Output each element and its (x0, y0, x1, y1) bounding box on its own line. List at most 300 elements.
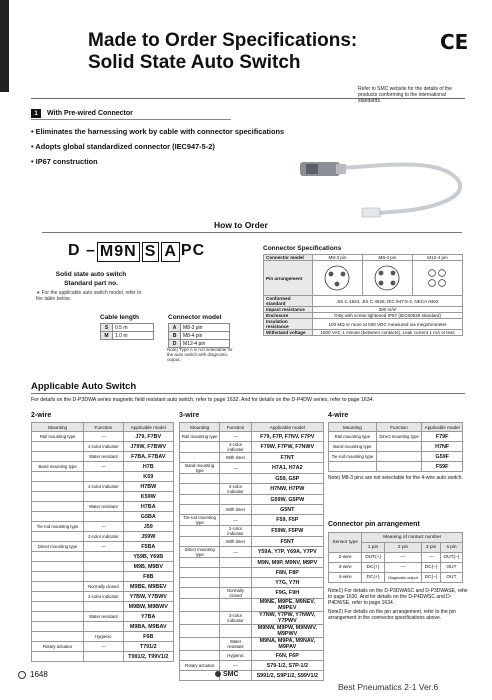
mounting-cell (32, 512, 84, 522)
function-cell (220, 578, 251, 588)
model-cell: H7NW, H7PW (251, 484, 323, 495)
table-row (180, 625, 324, 638)
function-cell (220, 495, 251, 505)
model-cell: M9NW, M9PW, M9NWV, M9PWV (251, 625, 323, 638)
model-cell: F59F (422, 462, 463, 472)
mounting-cell: Tie-rod mounting type (180, 515, 220, 526)
model-cell: G59F (422, 452, 463, 462)
model-suffix: PC (180, 242, 206, 259)
function-cell (220, 568, 251, 578)
cell: OUT (440, 563, 462, 573)
function-cell: — (220, 463, 251, 474)
cell: DC(+) (362, 573, 384, 583)
code-cell: M (101, 332, 113, 340)
function-cell (84, 652, 123, 662)
mounting-cell: Tie-rod mounting type (329, 452, 377, 462)
four-wire-title: 4-wire (328, 412, 349, 419)
model-cell: M9BE, M9BEV (123, 582, 174, 592)
solid-state-line2: Standard part no. (64, 280, 118, 287)
column-header: Function (220, 423, 251, 432)
value-cell: 1.0 m (113, 332, 154, 340)
model-cell: G59W, G5PW (251, 495, 323, 505)
mounting-cell (32, 572, 84, 582)
function-cell: — (84, 642, 123, 652)
table-row (180, 638, 324, 651)
mounting-cell (180, 474, 220, 484)
two-wire-table (31, 422, 174, 662)
pin-arrangement-title: Connector pin arrangement (328, 521, 420, 528)
table-row (329, 563, 463, 573)
function-cell (84, 552, 123, 562)
column-header: Applicable model (123, 423, 174, 432)
smc-logo (215, 671, 239, 678)
spec-label: Impact resistance (264, 307, 313, 313)
model-number (68, 242, 205, 262)
model-cell: S991/2, S9P1/2, S99V1/2 (251, 671, 323, 681)
mounting-cell (180, 484, 220, 495)
model-cell: K59W (123, 492, 174, 502)
mounting-cell (180, 578, 220, 588)
header-cell: 1 pin (362, 543, 384, 553)
connector-model-table (168, 323, 230, 348)
smc-logo-icon (215, 671, 221, 677)
mounting-cell (32, 612, 84, 622)
header-cell: Sensor type (329, 533, 362, 553)
mounting-cell (180, 568, 220, 578)
connector-model-note: Note) Type A is not selectable for the auto switch with diagnostic output. (167, 347, 233, 363)
function-cell: 2-color indicator (220, 526, 251, 537)
header-cell: M8-3 pin (313, 255, 363, 261)
feature-list (31, 124, 284, 169)
model-cell: H7BA (123, 502, 174, 512)
section-number: 1 (31, 109, 41, 118)
model-connector-code: A (161, 242, 180, 262)
footer-edition: Best Pneumatics 2-1 Ver.6 (338, 682, 439, 692)
code-cell: S (101, 324, 113, 332)
model-cable-code: S (142, 242, 160, 262)
model-cell: G5BA (123, 512, 174, 522)
model-cell: J59W (123, 532, 174, 542)
model-cell: J59 (123, 522, 174, 532)
model-cell: G59, G5P (251, 474, 323, 484)
spec-value: 100 MΩ or more at 500 VDC measured via megohmmeter (313, 319, 463, 330)
solid-state-label (36, 270, 146, 288)
function-cell: With timer (220, 505, 251, 515)
table-header-row (32, 423, 174, 432)
table-row (264, 319, 463, 330)
table-row (329, 462, 463, 472)
function-cell (84, 562, 123, 572)
table-row (32, 462, 174, 472)
value-cell: M8-4 pin (181, 332, 230, 340)
table-row (264, 261, 463, 296)
note-item: Note1) For details on the D-P3DWASC and D-P3DWASE, refer to page 1630. And for details on the D-P4DWSC and D-P4DWSE, refer to page 1634. (328, 588, 468, 607)
function-cell: — (220, 432, 251, 442)
table-row (32, 452, 174, 462)
function-cell: Hygienic (84, 632, 123, 642)
cell: OUT (440, 573, 462, 583)
model-cell: S79-1/2, S7P-1/2 (251, 661, 323, 671)
connector-pin-icon (370, 263, 404, 293)
cell: DC(–) (422, 573, 440, 583)
mounting-cell (180, 625, 220, 638)
applicable-divider (31, 393, 465, 394)
mounting-cell (32, 652, 84, 662)
pin-diagram-m8-3 (313, 261, 363, 296)
function-cell (376, 462, 421, 472)
table-row (32, 502, 174, 512)
mounting-cell (180, 588, 220, 599)
title-line-1: Made to Order Specifications: (88, 30, 358, 51)
value-cell: M8-3 pin (181, 324, 230, 332)
pin-arrangement-table (328, 532, 463, 583)
model-cell: Y59A, Y7P, Y69A, Y7PV (251, 547, 323, 558)
model-cell: Y7G, Y7H (251, 578, 323, 588)
table-row (329, 442, 463, 452)
cell: OUT(+) (362, 553, 384, 563)
table-row (180, 547, 324, 558)
mounting-cell: Rotary actuator (32, 642, 84, 652)
table-row (101, 324, 154, 332)
cell: DC(+) (362, 563, 384, 573)
model-cell: H7NF (422, 442, 463, 452)
function-cell: Water resistant (220, 638, 251, 651)
mounting-cell: Rail mounting type (32, 432, 84, 442)
section-underline (31, 119, 231, 120)
mounting-cell (180, 526, 220, 537)
page-title (88, 30, 357, 74)
table-header-row (329, 423, 463, 432)
function-cell: 2-color indicator (84, 592, 123, 602)
header-cell: M12-4 pin (412, 255, 462, 261)
model-cell: F6N, F6P (251, 651, 323, 661)
mounting-cell: Direct mounting type (180, 547, 220, 558)
standards-note: Refer to SMC website for the details of the products conforming to the international standards. (358, 86, 452, 104)
table-row (180, 432, 324, 442)
table-row (264, 296, 463, 307)
cell: — (422, 553, 440, 563)
table-row (180, 558, 324, 568)
function-cell: Hygienic (220, 651, 251, 661)
table-row (180, 661, 324, 671)
three-wire-table (179, 422, 324, 681)
table-row (180, 599, 324, 612)
header-cell: 4 pin (440, 543, 462, 553)
code-cell: D (169, 340, 181, 348)
model-cell: F6B (123, 632, 174, 642)
function-cell: 2-color indicator (220, 484, 251, 495)
model-cell: F8B (123, 572, 174, 582)
column-header: Mounting (180, 423, 220, 432)
function-cell: 2-color indicator (84, 532, 123, 542)
mounting-cell (32, 592, 84, 602)
mounting-cell: Rail mounting type (180, 432, 220, 442)
pin-label-cell: Pin arrangement (264, 261, 313, 296)
mounting-cell (32, 632, 84, 642)
table-row (264, 330, 463, 336)
table-row (32, 522, 174, 532)
note-item: Note2) For details on the pin arrangement, refer to the pin arrangement in the connector specifications above. (328, 608, 456, 621)
table-row (180, 463, 324, 474)
model-cell: F7BA, F7BAV (123, 452, 174, 462)
mounting-cell: Direct mounting type (32, 542, 84, 552)
function-cell: 2-color indicator (84, 482, 123, 492)
how-to-order-heading: How to Order (214, 220, 268, 230)
mounting-cell (180, 537, 220, 547)
function-cell: Water resistant (84, 612, 123, 622)
four-wire-table (328, 422, 463, 472)
function-cell: With timer (220, 537, 251, 547)
function-cell: — (84, 462, 123, 472)
function-cell (220, 474, 251, 484)
spec-value: Only with screw tightened IP67 (IEC60529 standard) (313, 313, 463, 319)
function-cell: 2-color indicator (220, 442, 251, 453)
model-cell: H7B (123, 462, 174, 472)
model-prefix: D – (68, 242, 96, 259)
table-row (32, 622, 174, 632)
table-row (169, 324, 230, 332)
mounting-cell (180, 495, 220, 505)
model-cell: G5NT (251, 505, 323, 515)
mounting-cell (32, 532, 84, 542)
header-cell: Meaning of contact number (362, 533, 463, 543)
cable-length-table (100, 323, 154, 340)
header-cell: 2 pin (384, 543, 422, 553)
feature-item: • Eliminates the harnessing work by cable with connector specifications (31, 127, 285, 136)
model-cell: J79W, F7BWV (123, 442, 174, 452)
table-row (32, 642, 174, 652)
cable-length-title: Cable length (100, 314, 140, 321)
table-row (32, 432, 174, 442)
table-row (32, 472, 174, 482)
table-row (32, 572, 174, 582)
mounting-cell (180, 671, 220, 681)
cell: DC(–) (422, 563, 440, 573)
mounting-cell (32, 622, 84, 632)
table-row (180, 671, 324, 681)
mounting-cell (180, 651, 220, 661)
code-cell: A (169, 324, 181, 332)
pin-diagram-m12-4 (412, 261, 462, 296)
table-row (329, 452, 463, 462)
four-wire-note: Note) M8-3 pins are not selectable for the 4-wire auto switch. (328, 475, 463, 481)
table-row (180, 612, 324, 625)
model-cell: M9B, M9BV (123, 562, 174, 572)
table-row (180, 505, 324, 515)
model-cell: H7BW (123, 482, 174, 492)
table-row (180, 588, 324, 599)
model-cell: K59 (123, 472, 174, 482)
table-row (329, 533, 463, 543)
model-cell: F79F (422, 432, 463, 442)
model-cell: T791/2 (123, 642, 174, 652)
table-row (180, 442, 324, 453)
applicable-note: For details on the D-P3DWA series magnetic field resistant auto switch, refer to page 1632. And for details on the D-P4DW series, refer to page 1634. (31, 397, 374, 403)
column-header: Mounting (329, 423, 377, 432)
model-cell: F5NT (251, 537, 323, 547)
function-cell: Water resistant (84, 502, 123, 512)
connector-pin-icon (320, 263, 354, 293)
table-row (180, 495, 324, 505)
table-row (32, 512, 174, 522)
value-cell: M12-4 pin (181, 340, 230, 348)
page-number: 1648 (30, 670, 48, 679)
model-cell: M9N, M9P, M9NV, M9PV (251, 558, 323, 568)
model-cell: Y59B, Y69B (123, 552, 174, 562)
page-edge-bar (0, 0, 9, 92)
spec-label: Conformed standard (264, 296, 313, 307)
function-cell (220, 625, 251, 638)
mounting-cell (32, 582, 84, 592)
function-cell: Normally closed (84, 582, 123, 592)
table-row (32, 532, 174, 542)
function-cell: — (84, 432, 123, 442)
function-cell: — (220, 547, 251, 558)
mounting-cell (180, 442, 220, 453)
table-row (180, 537, 324, 547)
cell: — (384, 553, 422, 563)
function-cell: — (84, 542, 123, 552)
mounting-cell (32, 482, 84, 492)
model-cell: M9NE, M9PE, M9NEV, M9PEV (251, 599, 323, 612)
mounting-cell (180, 505, 220, 515)
function-cell: — (84, 522, 123, 532)
table-row (180, 484, 324, 495)
pre-wired-connector-image (280, 140, 480, 220)
table-row (32, 652, 174, 662)
function-cell (376, 442, 421, 452)
function-cell: Direct mounting type (376, 432, 421, 442)
model-cell: M9BW, M9BWV (123, 602, 174, 612)
connector-spec-table (263, 254, 463, 336)
mounting-cell (32, 502, 84, 512)
cell: OUT(–) (440, 553, 462, 563)
model-cell: F5BA (123, 542, 174, 552)
model-cell: F79W, F7PW, F7NWV (251, 442, 323, 453)
solid-state-line1: Solid state auto switch (55, 271, 127, 278)
table-row (32, 542, 174, 552)
function-cell (84, 512, 123, 522)
table-row (32, 562, 174, 572)
model-cell: F8N, F8P (251, 568, 323, 578)
connector-spec-title: Connector Specifications (263, 245, 342, 252)
section-heading (31, 109, 133, 118)
table-row (32, 632, 174, 642)
model-switch-code: M9N (97, 242, 140, 262)
connector-pin-icon (420, 263, 454, 293)
spec-label: Enclosure (264, 313, 313, 319)
table-row (32, 612, 174, 622)
column-header: Function (376, 423, 421, 432)
cell: 3-wire (329, 563, 362, 573)
mounting-cell: Band mounting type (329, 442, 377, 452)
function-cell (220, 599, 251, 612)
pin-diagram-m8-4 (362, 261, 412, 296)
header-cell: 3 pin (422, 543, 440, 553)
feature-item: • Adopts global standardized connector (IEC947-5-2) (31, 142, 215, 151)
mounting-cell (32, 602, 84, 612)
mounting-cell (180, 612, 220, 625)
mounting-cell (180, 638, 220, 651)
function-cell: 2-color indicator (84, 442, 123, 452)
model-cell: Y7BA (123, 612, 174, 622)
two-wire-title: 2-wire (31, 412, 52, 419)
table-row (32, 582, 174, 592)
pin-arrangement-notes (328, 588, 468, 621)
spec-value: 1500 VAC 1 minute (between contacts), Leak current 1 mA or less (313, 330, 463, 336)
mounting-cell (32, 492, 84, 502)
table-row (32, 552, 174, 562)
spec-label: Withstand voltage (264, 330, 313, 336)
cell: Diagnostic output (384, 573, 422, 583)
mounting-cell: Band mounting type (180, 463, 220, 474)
page-marker-icon (18, 671, 26, 679)
mounting-cell (180, 558, 220, 568)
solid-state-note: ∗ For the applicable auto switch model, refer to the table below. (36, 290, 142, 302)
mounting-cell (32, 552, 84, 562)
table-row (329, 432, 463, 442)
table-header-row (180, 423, 324, 432)
column-header: Applicable model (251, 423, 323, 432)
model-cell: M9BA, M9BAV (123, 622, 174, 632)
table-row (180, 578, 324, 588)
table-row (32, 482, 174, 492)
table-row (180, 453, 324, 463)
model-cell: J79, F7BV (123, 432, 174, 442)
code-cell: B (169, 332, 181, 340)
spec-value: JIS C 4524, JIS C 4525, IEC 947-5-2, NECA 0402 (313, 296, 463, 307)
table-row (329, 573, 463, 583)
model-cell: F59W, F5PW (251, 526, 323, 537)
model-cell: F59, F5P (251, 515, 323, 526)
brand-text: SMC (223, 671, 239, 678)
spec-value: 300 m/s² (313, 307, 463, 313)
mounting-cell (180, 453, 220, 463)
spec-label: Insulation resistance (264, 319, 313, 330)
function-cell: 2-color indicator (220, 612, 251, 625)
model-cell: F9G, F9H (251, 588, 323, 599)
model-cell: T991/2, T99V1/2 (123, 652, 174, 662)
model-cell: M9NA, M9PA, M9NAV, M9PAV (251, 638, 323, 651)
function-cell: — (220, 661, 251, 671)
function-cell (84, 602, 123, 612)
cell: 4-wire (329, 573, 362, 583)
table-row (101, 332, 154, 340)
model-cell: Y7BW, Y7BWV (123, 592, 174, 602)
table-row (180, 474, 324, 484)
model-cell: F79, F7P, F7NV, F7PV (251, 432, 323, 442)
function-cell (376, 452, 421, 462)
column-header: Applicable model (422, 423, 463, 432)
section-label: With Pre-wired Connector (47, 110, 133, 117)
function-cell (84, 622, 123, 632)
function-cell: With timer (220, 453, 251, 463)
function-cell: — (220, 515, 251, 526)
function-cell (84, 492, 123, 502)
table-row (32, 442, 174, 452)
column-header: Function (84, 423, 123, 432)
mounting-cell (32, 442, 84, 452)
page-number-area (18, 670, 48, 679)
function-cell: Water resistant (84, 452, 123, 462)
cell: 2-wire (329, 553, 362, 563)
three-wire-title: 3-wire (179, 412, 200, 419)
model-cell: H7A1, H7A2 (251, 463, 323, 474)
model-cell: F7NT (251, 453, 323, 463)
feature-item: • IP67 construction (31, 157, 98, 166)
table-row (32, 602, 174, 612)
table-row (180, 515, 324, 526)
